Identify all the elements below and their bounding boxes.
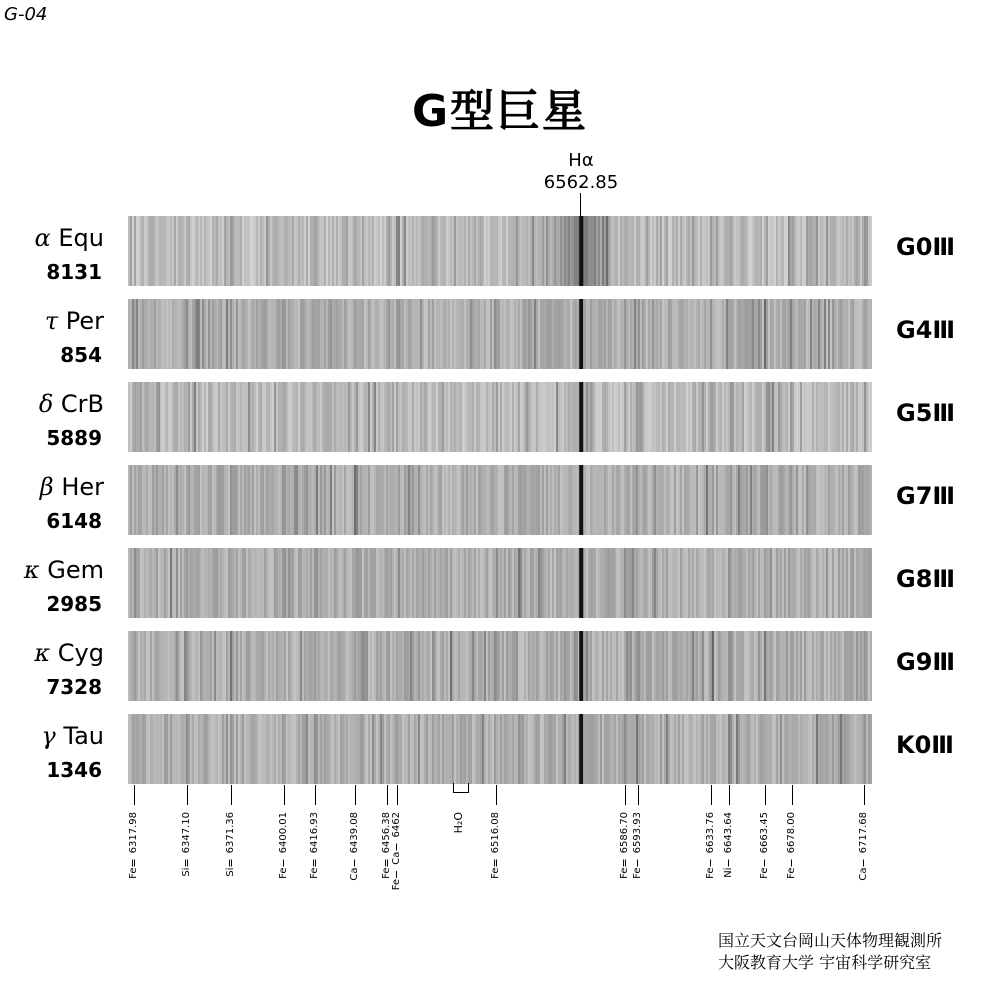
halpha-marker-line xyxy=(580,193,581,216)
line-label: NiⅠ 6643.64 xyxy=(723,812,734,878)
line-label: CaⅠ 6717.68 xyxy=(858,812,869,881)
spectrum-strip xyxy=(128,216,872,286)
line-tick xyxy=(792,785,793,805)
spectrum-texture xyxy=(128,548,872,618)
star-constellation: Gem xyxy=(47,556,104,584)
spectrum-row xyxy=(0,714,1000,784)
spectral-type: G9Ⅲ xyxy=(896,648,956,676)
halpha-absorption-line xyxy=(579,548,583,618)
spectrum-strip xyxy=(128,382,872,452)
halpha-label: Hα xyxy=(568,150,594,171)
star-name xyxy=(34,639,104,667)
spectral-type: G5Ⅲ xyxy=(896,399,956,427)
line-label: FeⅡ 6416.93 xyxy=(309,812,320,879)
credit-line: 国立天文台岡山天体物理観測所 xyxy=(718,931,943,950)
spectrum-texture xyxy=(128,714,872,784)
credit-line: 大阪教育大学 宇宙科学研究室 xyxy=(718,953,932,972)
star-name xyxy=(39,390,104,418)
line-label: FeⅠ CaⅠ 6462 xyxy=(391,812,402,891)
spectrum-texture xyxy=(128,216,872,286)
spectrum-texture xyxy=(128,299,872,369)
line-tick xyxy=(315,785,316,805)
h2o-label: H₂O xyxy=(452,812,465,834)
star-greek-letter: β xyxy=(39,473,54,501)
line-label: FeⅠ 6593.93 xyxy=(632,812,643,879)
star-catalog-number: 854 xyxy=(60,343,102,367)
spectrum-strip xyxy=(128,548,872,618)
spectral-type: K0Ⅲ xyxy=(896,731,954,759)
line-tick xyxy=(134,785,135,805)
star-greek-letter: τ xyxy=(44,307,59,335)
halpha-absorption-line xyxy=(579,465,583,535)
line-label: FeⅠ 6633.76 xyxy=(705,812,716,879)
star-catalog-number: 2985 xyxy=(46,592,102,616)
line-tick xyxy=(711,785,712,805)
line-tick xyxy=(864,785,865,805)
star-catalog-number: 1346 xyxy=(46,758,102,782)
line-tick xyxy=(231,785,232,805)
star-catalog-number: 8131 xyxy=(46,260,102,284)
spectrum-row xyxy=(0,216,1000,286)
star-constellation: Tau xyxy=(63,722,104,750)
spectrum-row xyxy=(0,631,1000,701)
line-tick xyxy=(638,785,639,805)
star-constellation: Per xyxy=(65,307,104,335)
star-catalog-number: 5889 xyxy=(46,426,102,450)
figure-code: G-04 xyxy=(4,4,48,25)
halpha-absorption-line xyxy=(579,299,583,369)
line-label: FeⅡ 6456.38 xyxy=(381,812,392,879)
line-label: SiⅡ 6371.36 xyxy=(225,812,236,877)
star-constellation: Her xyxy=(61,473,104,501)
spectrum-row xyxy=(0,382,1000,452)
line-tick xyxy=(284,785,285,805)
star-greek-letter: γ xyxy=(41,722,56,750)
line-label: FeⅡ 6516.08 xyxy=(490,812,501,879)
line-tick xyxy=(355,785,356,805)
star-greek-letter: κ xyxy=(23,556,40,584)
spectrum-row xyxy=(0,548,1000,618)
star-catalog-number: 6148 xyxy=(46,509,102,533)
spectral-type: G0Ⅲ xyxy=(896,233,956,261)
star-constellation: Cyg xyxy=(57,639,104,667)
star-greek-letter: δ xyxy=(38,390,54,418)
spectrum-strip xyxy=(128,631,872,701)
line-tick xyxy=(187,785,188,805)
star-name xyxy=(35,224,104,252)
star-name xyxy=(24,556,104,584)
line-label: FeⅡ 6317.98 xyxy=(128,812,139,879)
line-label: FeⅠ 6400.01 xyxy=(278,812,289,879)
line-label: CaⅠ 6439.08 xyxy=(349,812,360,881)
halpha-absorption-line xyxy=(579,714,583,784)
star-catalog-number: 7328 xyxy=(46,675,102,699)
star-constellation: Equ xyxy=(58,224,104,252)
star-constellation: CrB xyxy=(60,390,104,418)
line-label: FeⅡ 6586.70 xyxy=(619,812,630,879)
star-name xyxy=(41,722,104,750)
spectral-type: G4Ⅲ xyxy=(896,316,956,344)
spectrum-texture xyxy=(128,465,872,535)
spectrum-strip xyxy=(128,465,872,535)
line-label: SiⅡ 6347.10 xyxy=(181,812,192,877)
line-label: FeⅠ 6663.45 xyxy=(759,812,770,879)
spectrum-texture xyxy=(128,382,872,452)
spectrum-strip xyxy=(128,714,872,784)
halpha-wavelength: 6562.85 xyxy=(543,172,619,193)
spectrum-row xyxy=(0,465,1000,535)
star-name xyxy=(45,307,104,335)
h2o-bracket xyxy=(453,783,469,793)
star-name xyxy=(40,473,104,501)
line-tick xyxy=(397,785,398,805)
spectrum-row xyxy=(0,299,1000,369)
line-tick xyxy=(625,785,626,805)
star-greek-letter: κ xyxy=(34,639,51,667)
spectrum-texture xyxy=(128,631,872,701)
halpha-absorption-line xyxy=(579,216,583,286)
star-greek-letter: α xyxy=(34,224,51,252)
halpha-absorption-line xyxy=(579,382,583,452)
credit xyxy=(718,930,942,974)
halpha-absorption-line xyxy=(579,631,583,701)
line-tick xyxy=(387,785,388,805)
line-label: FeⅠ 6678.00 xyxy=(786,812,797,879)
spectral-type: G8Ⅲ xyxy=(896,565,956,593)
line-tick xyxy=(729,785,730,805)
page-title: G型巨星 xyxy=(411,86,589,137)
line-tick xyxy=(496,785,497,805)
line-tick xyxy=(765,785,766,805)
spectrum-strip xyxy=(128,299,872,369)
spectral-type: G7Ⅲ xyxy=(896,482,956,510)
